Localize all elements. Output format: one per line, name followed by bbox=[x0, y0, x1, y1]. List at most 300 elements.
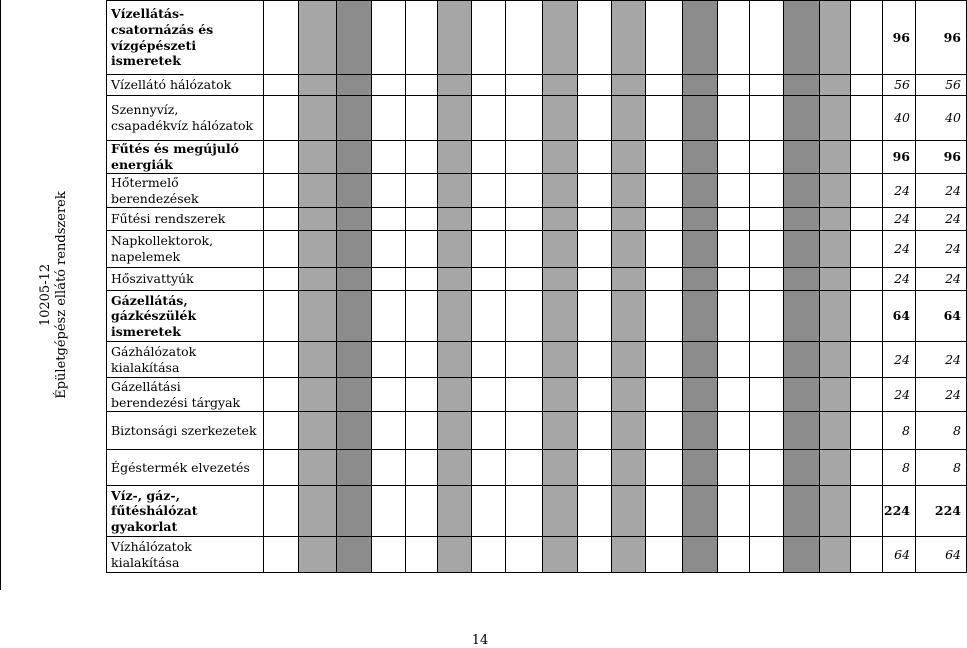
grid-cell bbox=[543, 486, 578, 537]
grid-cell bbox=[543, 174, 578, 208]
grid-cell bbox=[784, 231, 820, 268]
grid-cell bbox=[750, 412, 784, 450]
grid-cell bbox=[264, 174, 299, 208]
grid-cell bbox=[612, 486, 646, 537]
grid-cell bbox=[372, 450, 406, 486]
grid-cell bbox=[750, 208, 784, 231]
grid-cell bbox=[472, 231, 506, 268]
grid-cell bbox=[472, 342, 506, 378]
grid-cell bbox=[372, 231, 406, 268]
grid-cell bbox=[406, 231, 438, 268]
grid-cell bbox=[472, 96, 506, 141]
grid-cell bbox=[299, 268, 337, 291]
grid-cell bbox=[820, 208, 851, 231]
grid-cell bbox=[750, 378, 784, 412]
grid-cell bbox=[299, 141, 337, 174]
grid-cell bbox=[299, 486, 337, 537]
subject-name: Napkollektorok, napelemek bbox=[107, 231, 264, 268]
grid-cell bbox=[820, 141, 851, 174]
grid-cell bbox=[372, 342, 406, 378]
grid-cell bbox=[299, 208, 337, 231]
grid-cell bbox=[683, 450, 718, 486]
grid-cell bbox=[372, 96, 406, 141]
hours-column-b: 24 bbox=[916, 342, 967, 378]
grid-cell bbox=[851, 1, 883, 75]
grid-cell bbox=[372, 75, 406, 96]
grid-cell bbox=[612, 268, 646, 291]
grid-cell bbox=[438, 174, 472, 208]
grid-cell bbox=[406, 342, 438, 378]
grid-cell bbox=[543, 537, 578, 573]
grid-cell bbox=[337, 231, 372, 268]
grid-cell bbox=[543, 378, 578, 412]
hours-column-a: 96 bbox=[883, 141, 916, 174]
grid-cell bbox=[543, 141, 578, 174]
grid-cell bbox=[472, 208, 506, 231]
grid-cell bbox=[472, 75, 506, 96]
grid-cell bbox=[337, 450, 372, 486]
grid-cell bbox=[472, 174, 506, 208]
grid-cell bbox=[406, 486, 438, 537]
grid-cell bbox=[578, 378, 612, 412]
grid-cell bbox=[646, 412, 683, 450]
grid-cell bbox=[372, 412, 406, 450]
grid-cell bbox=[851, 174, 883, 208]
grid-cell bbox=[264, 231, 299, 268]
table-row bbox=[107, 378, 967, 412]
grid-cell bbox=[784, 342, 820, 378]
table-row bbox=[107, 231, 967, 268]
grid-cell bbox=[718, 268, 750, 291]
subject-name: Gázellátás, gázkészülék ismeretek bbox=[107, 291, 264, 342]
grid-cell bbox=[683, 75, 718, 96]
grid-cell bbox=[438, 291, 472, 342]
grid-cell bbox=[578, 268, 612, 291]
hours-column-a: 96 bbox=[883, 1, 916, 75]
grid-cell bbox=[472, 412, 506, 450]
grid-cell bbox=[438, 486, 472, 537]
hours-column-a: 24 bbox=[883, 174, 916, 208]
grid-cell bbox=[820, 231, 851, 268]
grid-cell bbox=[372, 141, 406, 174]
hours-column-b: 40 bbox=[916, 96, 967, 141]
grid-cell bbox=[472, 378, 506, 412]
grid-cell bbox=[683, 141, 718, 174]
subject-name: Gázhálózatok kialakítása bbox=[107, 342, 264, 378]
subject-name: Vízellátó hálózatok bbox=[107, 75, 264, 96]
hours-column-a: 56 bbox=[883, 75, 916, 96]
subject-name: Szennyvíz, csapadékvíz hálózatok bbox=[107, 96, 264, 141]
grid-cell bbox=[506, 268, 543, 291]
subject-name: Fűtési rendszerek bbox=[107, 208, 264, 231]
grid-cell bbox=[299, 231, 337, 268]
grid-cell bbox=[820, 291, 851, 342]
grid-cell bbox=[472, 450, 506, 486]
grid-cell bbox=[264, 268, 299, 291]
grid-cell bbox=[718, 208, 750, 231]
grid-cell bbox=[543, 208, 578, 231]
grid-cell bbox=[683, 412, 718, 450]
grid-cell bbox=[578, 96, 612, 141]
hours-column-b: 8 bbox=[916, 412, 967, 450]
grid-cell bbox=[506, 96, 543, 141]
grid-cell bbox=[578, 412, 612, 450]
grid-cell bbox=[578, 231, 612, 268]
grid-cell bbox=[646, 1, 683, 75]
grid-cell bbox=[820, 174, 851, 208]
grid-cell bbox=[683, 231, 718, 268]
grid-cell bbox=[337, 378, 372, 412]
grid-cell bbox=[337, 291, 372, 342]
grid-cell bbox=[506, 537, 543, 573]
grid-cell bbox=[337, 141, 372, 174]
grid-cell bbox=[784, 141, 820, 174]
grid-cell bbox=[438, 378, 472, 412]
grid-cell bbox=[820, 450, 851, 486]
hours-column-b: 96 bbox=[916, 141, 967, 174]
grid-cell bbox=[543, 96, 578, 141]
grid-cell bbox=[372, 268, 406, 291]
hours-column-a: 24 bbox=[883, 378, 916, 412]
hours-column-a: 24 bbox=[883, 342, 916, 378]
hours-column-a: 24 bbox=[883, 268, 916, 291]
grid-cell bbox=[543, 412, 578, 450]
grid-cell bbox=[784, 378, 820, 412]
table-row bbox=[107, 268, 967, 291]
grid-cell bbox=[784, 412, 820, 450]
grid-cell bbox=[299, 291, 337, 342]
grid-cell bbox=[646, 268, 683, 291]
grid-cell bbox=[578, 208, 612, 231]
grid-cell bbox=[264, 537, 299, 573]
grid-cell bbox=[851, 231, 883, 268]
grid-cell bbox=[337, 268, 372, 291]
grid-cell bbox=[718, 231, 750, 268]
grid-cell bbox=[506, 486, 543, 537]
grid-cell bbox=[851, 342, 883, 378]
grid-cell bbox=[337, 486, 372, 537]
grid-cell bbox=[337, 208, 372, 231]
grid-cell bbox=[406, 268, 438, 291]
subject-name: Vízellátás-csatornázás és vízgépészeti ismeretek bbox=[107, 1, 264, 75]
grid-cell bbox=[851, 141, 883, 174]
grid-cell bbox=[337, 96, 372, 141]
grid-cell bbox=[646, 231, 683, 268]
grid-cell bbox=[506, 342, 543, 378]
grid-cell bbox=[438, 268, 472, 291]
hours-column-a: 24 bbox=[883, 208, 916, 231]
subject-name: Égéstermék elvezetés bbox=[107, 450, 264, 486]
grid-cell bbox=[506, 291, 543, 342]
hours-column-a: 40 bbox=[883, 96, 916, 141]
subject-name: Gázellátási berendezési tárgyak bbox=[107, 378, 264, 412]
grid-cell bbox=[683, 486, 718, 537]
grid-cell bbox=[718, 342, 750, 378]
grid-cell bbox=[264, 75, 299, 96]
grid-cell bbox=[851, 537, 883, 573]
grid-cell bbox=[543, 1, 578, 75]
grid-cell bbox=[299, 96, 337, 141]
grid-cell bbox=[784, 291, 820, 342]
grid-cell bbox=[750, 141, 784, 174]
grid-cell bbox=[472, 291, 506, 342]
grid-cell bbox=[406, 412, 438, 450]
grid-cell bbox=[784, 208, 820, 231]
grid-cell bbox=[337, 174, 372, 208]
grid-cell bbox=[612, 450, 646, 486]
grid-cell bbox=[406, 75, 438, 96]
grid-cell bbox=[506, 378, 543, 412]
grid-cell bbox=[438, 75, 472, 96]
grid-cell bbox=[264, 378, 299, 412]
grid-cell bbox=[299, 412, 337, 450]
grid-cell bbox=[578, 141, 612, 174]
grid-cell bbox=[472, 1, 506, 75]
grid-cell bbox=[784, 96, 820, 141]
grid-cell bbox=[612, 1, 646, 75]
grid-cell bbox=[683, 342, 718, 378]
grid-cell bbox=[851, 96, 883, 141]
hours-column-b: 24 bbox=[916, 174, 967, 208]
grid-cell bbox=[612, 291, 646, 342]
module-code: 10205-12 bbox=[38, 263, 53, 327]
grid-cell bbox=[820, 342, 851, 378]
hours-column-b: 224 bbox=[916, 486, 967, 537]
grid-cell bbox=[784, 486, 820, 537]
grid-cell bbox=[646, 75, 683, 96]
hours-column-b: 64 bbox=[916, 537, 967, 573]
grid-cell bbox=[718, 486, 750, 537]
grid-cell bbox=[472, 268, 506, 291]
subject-name: Hőszivattyúk bbox=[107, 268, 264, 291]
grid-cell bbox=[506, 450, 543, 486]
grid-cell bbox=[750, 75, 784, 96]
grid-cell bbox=[612, 231, 646, 268]
grid-cell bbox=[646, 342, 683, 378]
grid-cell bbox=[750, 537, 784, 573]
grid-cell bbox=[683, 378, 718, 412]
grid-cell bbox=[337, 412, 372, 450]
table-row bbox=[107, 96, 967, 141]
table-row bbox=[107, 291, 967, 342]
grid-cell bbox=[543, 450, 578, 486]
grid-cell bbox=[578, 486, 612, 537]
grid-cell bbox=[299, 537, 337, 573]
grid-cell bbox=[406, 378, 438, 412]
grid-cell bbox=[612, 174, 646, 208]
grid-cell bbox=[820, 537, 851, 573]
subject-name: Fűtés és megújuló energiák bbox=[107, 141, 264, 174]
grid-cell bbox=[851, 450, 883, 486]
hours-column-b: 8 bbox=[916, 450, 967, 486]
grid-cell bbox=[612, 96, 646, 141]
hours-column-b: 24 bbox=[916, 378, 967, 412]
module-side-label bbox=[0, 0, 106, 590]
grid-cell bbox=[784, 1, 820, 75]
grid-cell bbox=[750, 486, 784, 537]
grid-cell bbox=[299, 342, 337, 378]
grid-cell bbox=[718, 291, 750, 342]
grid-cell bbox=[578, 342, 612, 378]
grid-cell bbox=[612, 537, 646, 573]
table-row bbox=[107, 1, 967, 75]
grid-cell bbox=[718, 412, 750, 450]
grid-cell bbox=[784, 174, 820, 208]
grid-cell bbox=[612, 208, 646, 231]
grid-cell bbox=[820, 486, 851, 537]
grid-cell bbox=[820, 96, 851, 141]
grid-cell bbox=[750, 268, 784, 291]
grid-cell bbox=[299, 450, 337, 486]
hours-column-a: 8 bbox=[883, 412, 916, 450]
grid-cell bbox=[718, 378, 750, 412]
grid-cell bbox=[406, 174, 438, 208]
hours-column-a: 64 bbox=[883, 537, 916, 573]
grid-cell bbox=[372, 537, 406, 573]
grid-cell bbox=[506, 1, 543, 75]
grid-cell bbox=[612, 342, 646, 378]
grid-cell bbox=[264, 450, 299, 486]
grid-cell bbox=[543, 342, 578, 378]
grid-cell bbox=[438, 342, 472, 378]
grid-cell bbox=[646, 96, 683, 141]
grid-cell bbox=[578, 174, 612, 208]
grid-cell bbox=[612, 412, 646, 450]
grid-cell bbox=[578, 291, 612, 342]
grid-cell bbox=[406, 141, 438, 174]
grid-cell bbox=[612, 378, 646, 412]
grid-cell bbox=[438, 1, 472, 75]
grid-cell bbox=[851, 486, 883, 537]
grid-cell bbox=[683, 1, 718, 75]
grid-cell bbox=[337, 537, 372, 573]
grid-cell bbox=[372, 174, 406, 208]
grid-cell bbox=[718, 1, 750, 75]
grid-cell bbox=[718, 450, 750, 486]
grid-cell bbox=[750, 342, 784, 378]
grid-cell bbox=[646, 208, 683, 231]
page-number: 14 bbox=[471, 633, 489, 648]
grid-cell bbox=[506, 75, 543, 96]
grid-cell bbox=[784, 450, 820, 486]
hours-column-a: 64 bbox=[883, 291, 916, 342]
grid-cell bbox=[372, 486, 406, 537]
grid-cell bbox=[718, 537, 750, 573]
grid-cell bbox=[406, 1, 438, 75]
grid-cell bbox=[264, 141, 299, 174]
grid-cell bbox=[406, 537, 438, 573]
grid-cell bbox=[820, 412, 851, 450]
grid-cell bbox=[438, 208, 472, 231]
grid-cell bbox=[718, 75, 750, 96]
grid-cell bbox=[683, 537, 718, 573]
grid-cell bbox=[820, 1, 851, 75]
grid-cell bbox=[851, 208, 883, 231]
grid-cell bbox=[438, 231, 472, 268]
grid-cell bbox=[646, 174, 683, 208]
hours-column-b: 24 bbox=[916, 231, 967, 268]
grid-cell bbox=[851, 291, 883, 342]
grid-cell bbox=[646, 141, 683, 174]
grid-cell bbox=[784, 75, 820, 96]
table-row bbox=[107, 450, 967, 486]
grid-cell bbox=[264, 208, 299, 231]
table-row bbox=[107, 342, 967, 378]
hours-column-b: 24 bbox=[916, 268, 967, 291]
grid-cell bbox=[750, 174, 784, 208]
grid-cell bbox=[851, 412, 883, 450]
grid-cell bbox=[264, 291, 299, 342]
grid-cell bbox=[438, 141, 472, 174]
grid-cell bbox=[578, 75, 612, 96]
table-row bbox=[107, 412, 967, 450]
grid-cell bbox=[784, 537, 820, 573]
grid-cell bbox=[438, 96, 472, 141]
grid-cell bbox=[646, 450, 683, 486]
hours-column-b: 64 bbox=[916, 291, 967, 342]
grid-cell bbox=[784, 268, 820, 291]
grid-cell bbox=[372, 1, 406, 75]
grid-cell bbox=[506, 412, 543, 450]
grid-cell bbox=[543, 75, 578, 96]
grid-cell bbox=[406, 208, 438, 231]
grid-cell bbox=[543, 291, 578, 342]
grid-cell bbox=[851, 75, 883, 96]
grid-cell bbox=[372, 208, 406, 231]
grid-cell bbox=[683, 268, 718, 291]
hours-column-a: 24 bbox=[883, 231, 916, 268]
grid-cell bbox=[372, 378, 406, 412]
grid-cell bbox=[543, 268, 578, 291]
grid-cell bbox=[750, 450, 784, 486]
grid-cell bbox=[851, 378, 883, 412]
grid-cell bbox=[820, 378, 851, 412]
grid-cell bbox=[406, 450, 438, 486]
grid-cell bbox=[578, 537, 612, 573]
hours-column-a: 8 bbox=[883, 450, 916, 486]
grid-cell bbox=[718, 96, 750, 141]
grid-cell bbox=[683, 96, 718, 141]
grid-cell bbox=[683, 208, 718, 231]
hours-column-b: 24 bbox=[916, 208, 967, 231]
grid-cell bbox=[337, 75, 372, 96]
grid-cell bbox=[406, 291, 438, 342]
hours-column-b: 56 bbox=[916, 75, 967, 96]
table-row bbox=[107, 141, 967, 174]
grid-cell bbox=[264, 96, 299, 141]
subject-name: Vízhálózatok kialakítása bbox=[107, 537, 264, 573]
grid-cell bbox=[718, 141, 750, 174]
grid-cell bbox=[438, 450, 472, 486]
grid-cell bbox=[750, 1, 784, 75]
grid-cell bbox=[438, 537, 472, 573]
grid-cell bbox=[718, 174, 750, 208]
grid-cell bbox=[750, 231, 784, 268]
grid-cell bbox=[337, 342, 372, 378]
grid-cell bbox=[506, 174, 543, 208]
table-row bbox=[107, 537, 967, 573]
grid-cell bbox=[406, 96, 438, 141]
grid-cell bbox=[472, 537, 506, 573]
hours-column-a: 224 bbox=[883, 486, 916, 537]
grid-cell bbox=[264, 342, 299, 378]
grid-cell bbox=[646, 537, 683, 573]
table-row bbox=[107, 75, 967, 96]
grid-cell bbox=[264, 486, 299, 537]
grid-cell bbox=[820, 268, 851, 291]
grid-cell bbox=[750, 96, 784, 141]
grid-cell bbox=[543, 231, 578, 268]
